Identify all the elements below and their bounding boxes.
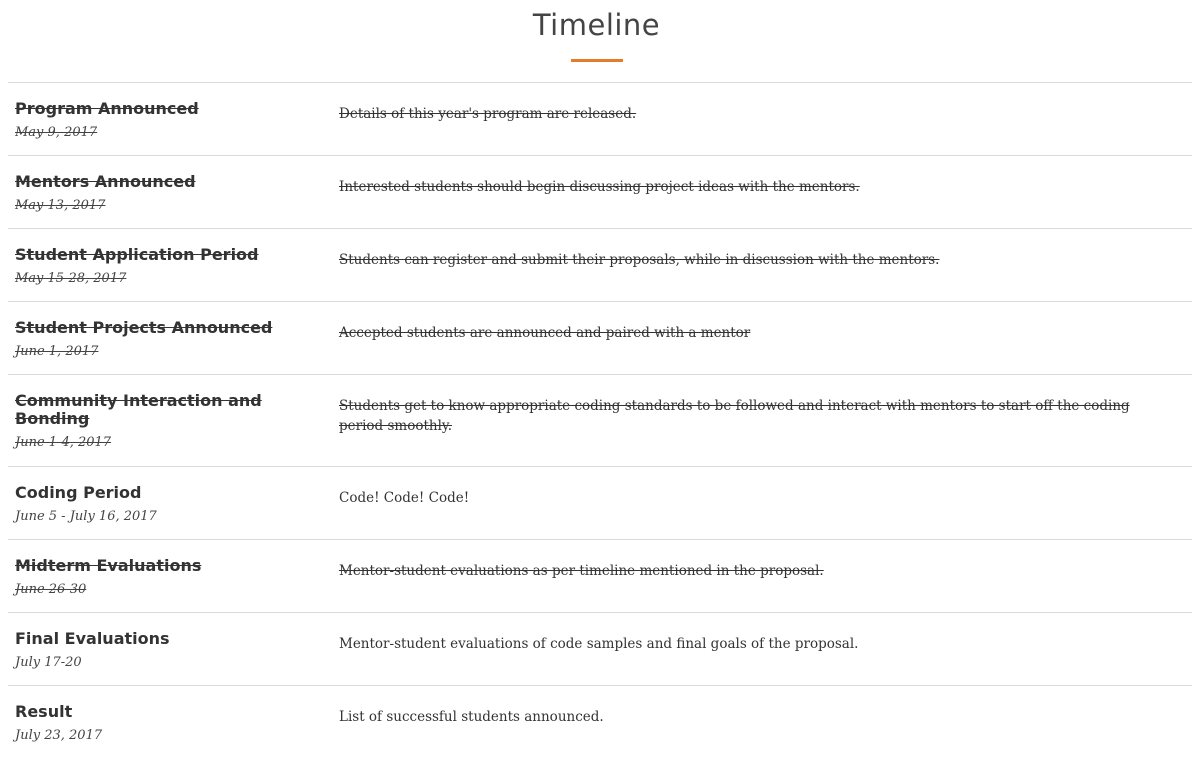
event-description: Mentor-student evaluations of code samples and final goals of the proposal. (339, 636, 859, 652)
event-cell (8, 540, 332, 612)
event-date: June 1-4, 2017 (15, 435, 112, 450)
event-cell (8, 686, 332, 759)
timeline-row (8, 540, 1192, 613)
timeline-list (8, 82, 1192, 759)
timeline-row (8, 375, 1192, 467)
event-name: Coding Period (15, 483, 142, 502)
event-description: Accepted students are announced and paired with a mentor (339, 325, 751, 341)
timeline-row (8, 302, 1192, 375)
event-cell (8, 375, 332, 466)
event-cell (8, 229, 332, 301)
event-cell (8, 83, 332, 155)
event-name: Student Application Period (15, 245, 259, 264)
event-name: Result (15, 702, 73, 721)
title-underline (571, 59, 623, 62)
event-name: Final Evaluations (15, 629, 170, 648)
event-name: Mentors Announced (15, 172, 196, 191)
event-name: Program Announced (15, 99, 199, 118)
event-cell (8, 156, 332, 228)
event-name: Community Interaction and Bonding (15, 391, 262, 428)
event-description: List of successful students announced. (339, 709, 604, 725)
event-cell (8, 467, 332, 539)
event-date: May 15-28, 2017 (15, 271, 127, 286)
event-date: June 5 - July 16, 2017 (15, 509, 157, 524)
event-date: June 26-30 (15, 582, 87, 597)
timeline-row (8, 686, 1192, 759)
event-cell (8, 302, 332, 374)
event-date: May 13, 2017 (15, 198, 106, 213)
event-description: Code! Code! Code! (339, 490, 470, 506)
event-name: Student Projects Announced (15, 318, 273, 337)
timeline-row (8, 229, 1192, 302)
timeline-row (8, 467, 1192, 540)
event-name: Midterm Evaluations (15, 556, 202, 575)
event-date: July 17-20 (15, 655, 82, 670)
event-date: May 9, 2017 (15, 125, 98, 140)
event-description: Interested students should begin discussing project ideas with the mentors. (339, 179, 860, 195)
page-title: Timeline (532, 8, 661, 42)
timeline-row (8, 156, 1192, 229)
event-cell (8, 613, 332, 685)
event-date: July 23, 2017 (15, 728, 103, 743)
timeline-row (8, 83, 1192, 156)
event-description: Details of this year's program are released. (339, 106, 637, 122)
event-date: June 1, 2017 (15, 344, 99, 359)
event-description: Students can register and submit their proposals, while in discussion with the mentors. (339, 252, 940, 268)
event-description: Mentor-student evaluations as per timeline mentioned in the proposal. (339, 563, 824, 579)
event-description: Students get to know appropriate coding standards to be followed and interact with mentors to start off the coding period smoothly. (339, 398, 1130, 434)
timeline-row (8, 613, 1192, 686)
